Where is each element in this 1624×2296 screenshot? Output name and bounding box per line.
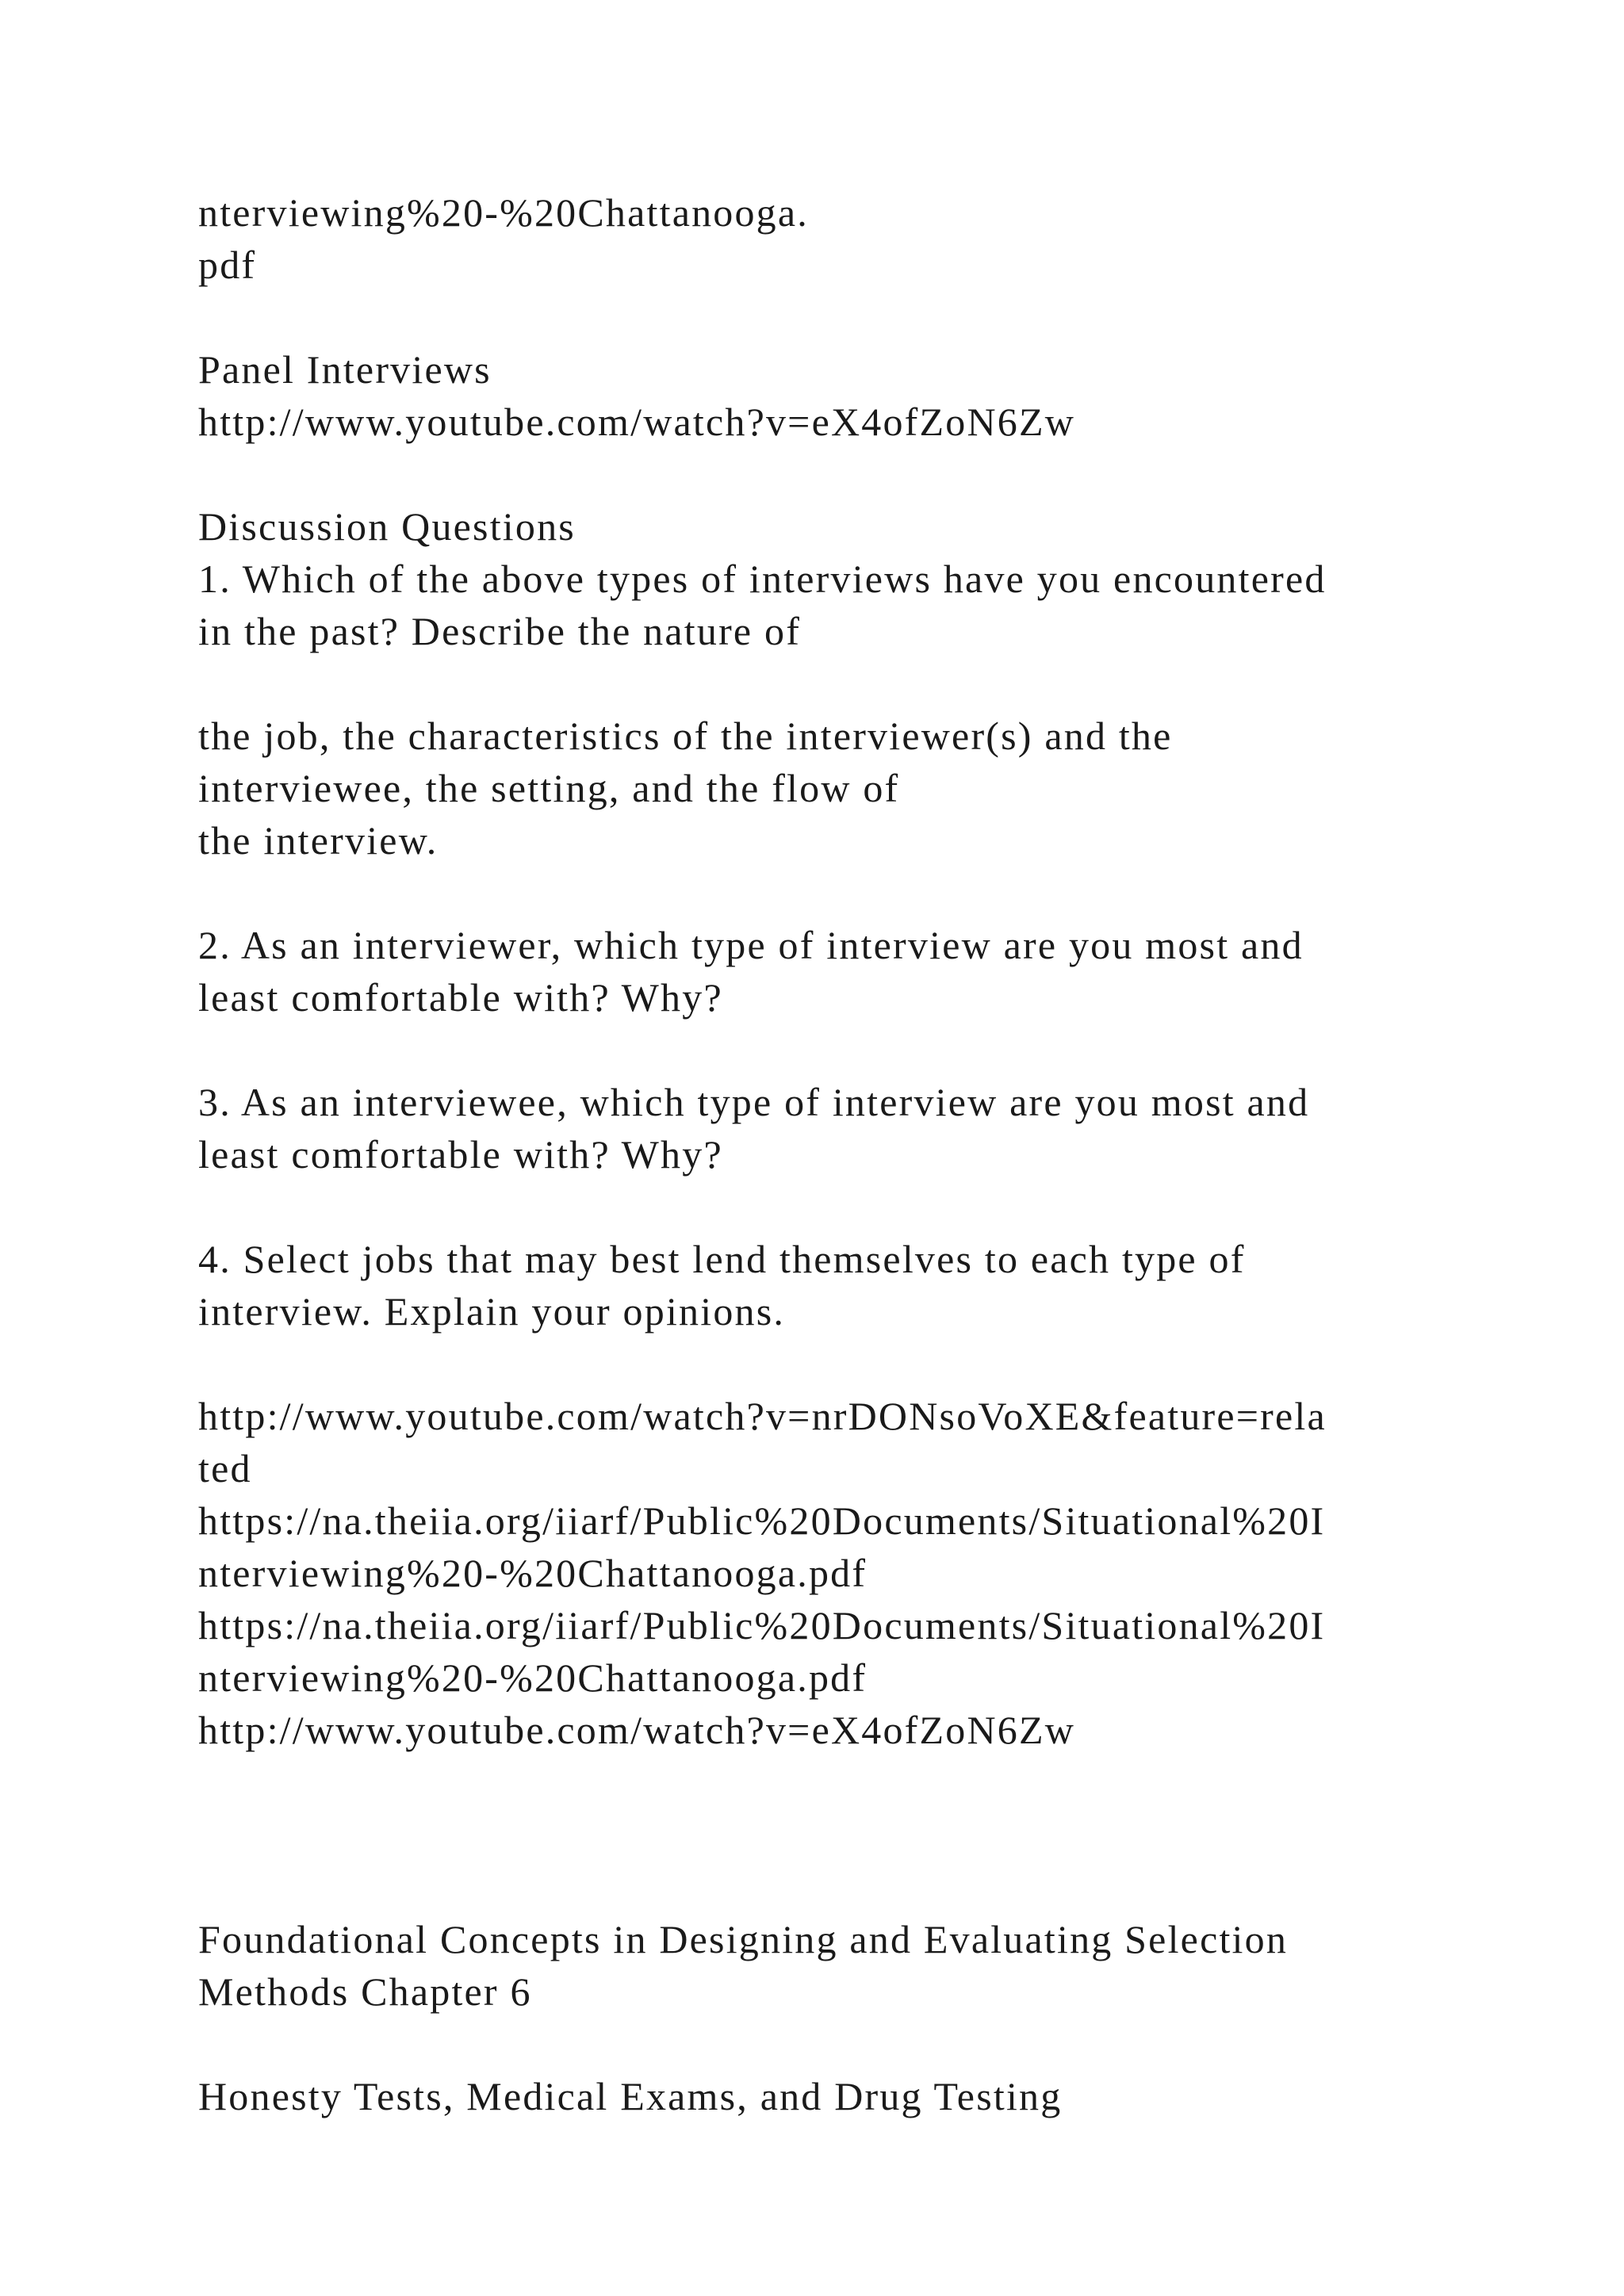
link-text: http://www.youtube.com/watch?v=eX4ofZoN6Zw — [198, 400, 1076, 444]
blank-line — [198, 657, 1499, 710]
blank-line — [198, 448, 1499, 500]
chapter-heading: Methods Chapter 6 — [198, 1969, 532, 2014]
question-1-line: the interview. — [198, 818, 439, 863]
question-1-line: 1. Which of the above types of interviews have you encountered — [198, 557, 1327, 601]
question-4-line: 4. Select jobs that may best lend themselves to each type of — [198, 1237, 1246, 1281]
section-heading-discussion-questions: Discussion Questions — [198, 504, 576, 549]
blank-line — [198, 2018, 1499, 2070]
blank-line — [198, 1024, 1499, 1076]
link-text: nterviewing%20-%20Chattanooga.pdf — [198, 1655, 868, 1700]
question-1-line: the job, the characteristics of the interviewer(s) and the — [198, 714, 1173, 758]
link-text: ted — [198, 1446, 252, 1490]
text-line: pdf — [198, 243, 257, 287]
chapter-heading: Foundational Concepts in Designing and Evaluating Selection — [198, 1917, 1289, 1961]
blank-line — [198, 1181, 1499, 1233]
text-line: nterviewing%20-%20Chattanooga. — [198, 190, 809, 235]
blank-line — [198, 291, 1499, 343]
document-body — [198, 186, 1499, 2122]
link-text: https://na.theiia.org/iiarf/Public%20Documents/Situational%20I — [198, 1498, 1326, 1543]
question-2-line: 2. As an interviewer, which type of interview are you most and — [198, 923, 1304, 967]
question-4-line: interview. Explain your opinions. — [198, 1289, 786, 1334]
section-heading-panel-interviews: Panel Interviews — [198, 347, 492, 392]
question-3-line: least comfortable with? Why? — [198, 1132, 723, 1177]
blank-line — [198, 1808, 1499, 1861]
section-heading-honesty-tests: Honesty Tests, Medical Exams, and Drug Testing — [198, 2074, 1063, 2118]
question-1-line: in the past? Describe the nature of — [198, 609, 802, 653]
link-text: http://www.youtube.com/watch?v=nrDONsoVoXE&feature=rela — [198, 1394, 1327, 1438]
link-text: https://na.theiia.org/iiarf/Public%20Documents/Situational%20I — [198, 1603, 1326, 1647]
blank-line — [198, 867, 1499, 919]
link-text: http://www.youtube.com/watch?v=eX4ofZoN6Zw — [198, 1708, 1076, 1752]
question-3-line: 3. As an interviewee, which type of interview are you most and — [198, 1080, 1310, 1124]
question-2-line: least comfortable with? Why? — [198, 975, 723, 1020]
blank-line — [198, 1756, 1499, 1808]
blank-line — [198, 1861, 1499, 1913]
link-text: nterviewing%20-%20Chattanooga.pdf — [198, 1551, 868, 1595]
question-1-line: interviewee, the setting, and the flow of — [198, 766, 900, 810]
blank-line — [198, 1337, 1499, 1390]
